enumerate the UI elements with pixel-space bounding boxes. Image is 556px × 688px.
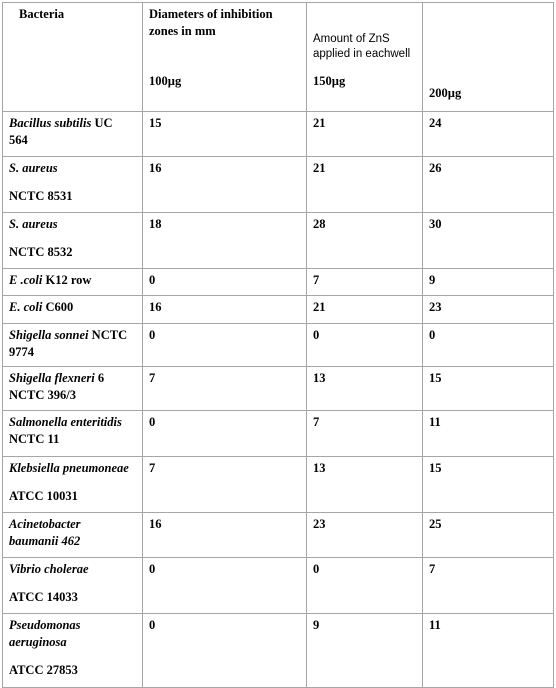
bacteria-name: Bacillus subtilis	[9, 116, 92, 130]
table-row	[3, 112, 554, 157]
value-150: 13	[307, 457, 423, 513]
value-200: 11	[423, 614, 554, 688]
inhibition-zone-table	[2, 2, 554, 688]
bacteria-name: S. aureus	[9, 161, 58, 175]
header-bacteria: Bacteria	[3, 3, 143, 112]
value-200: 30	[423, 213, 554, 269]
bacteria-strain: 6	[94, 371, 105, 385]
bacteria-cell	[3, 269, 143, 296]
value-100: 7	[143, 457, 307, 513]
header-dose-150: 150µg	[313, 74, 346, 88]
value-200: 7	[423, 558, 554, 614]
value-150: 23	[307, 513, 423, 558]
value-150: 28	[307, 213, 423, 269]
table-row	[3, 513, 554, 558]
table-row	[3, 411, 554, 457]
header-dose-100: 100µg	[149, 74, 182, 88]
table-row	[3, 213, 554, 269]
value-100: 16	[143, 513, 307, 558]
bacteria-name: Shigella sonnei	[9, 328, 89, 342]
value-100: 0	[143, 614, 307, 688]
value-200: 9	[423, 269, 554, 296]
table-row	[3, 367, 554, 411]
bacteria-strain-line2: NCTC 11	[9, 432, 60, 446]
header-dose-200-cell	[423, 3, 554, 112]
bacteria-name: E. coli	[9, 300, 43, 314]
bacteria-cell	[3, 367, 143, 411]
bacteria-cell	[3, 513, 143, 558]
header-row	[3, 3, 554, 112]
header-diameters	[143, 3, 307, 112]
value-200: 24	[423, 112, 554, 157]
bacteria-strain: UC	[91, 116, 113, 130]
header-diameters-label: Diameters of inhibition zones in mm	[149, 7, 273, 38]
table-row	[3, 558, 554, 614]
bacteria-strain-line2: ATCC 10031	[9, 489, 78, 503]
value-100: 0	[143, 324, 307, 367]
table-row	[3, 269, 554, 296]
value-100: 15	[143, 112, 307, 157]
bacteria-name: Pseudomonas	[9, 618, 81, 632]
value-200: 15	[423, 367, 554, 411]
bacteria-cell	[3, 112, 143, 157]
value-150: 21	[307, 296, 423, 324]
value-150: 7	[307, 411, 423, 457]
bacteria-strain: C600	[42, 300, 74, 314]
table-row	[3, 324, 554, 367]
bacteria-strain-line2: ATCC 14033	[9, 590, 78, 604]
header-amount	[307, 3, 423, 112]
value-200: 15	[423, 457, 554, 513]
table-row	[3, 296, 554, 324]
value-200: 11	[423, 411, 554, 457]
bacteria-strain: K12 row	[42, 273, 92, 287]
table-row	[3, 157, 554, 213]
value-150: 21	[307, 157, 423, 213]
value-100: 0	[143, 269, 307, 296]
value-100: 16	[143, 157, 307, 213]
bacteria-cell	[3, 296, 143, 324]
table-row	[3, 614, 554, 688]
bacteria-cell	[3, 558, 143, 614]
value-200: 0	[423, 324, 554, 367]
value-100: 7	[143, 367, 307, 411]
bacteria-strain-line2: baumanii 462	[9, 534, 81, 548]
bacteria-cell	[3, 457, 143, 513]
bacteria-strain-line2: NCTC 8532	[9, 245, 73, 259]
bacteria-name: Vibrio cholerae	[9, 562, 89, 576]
bacteria-strain-line2: NCTC 8531	[9, 189, 73, 203]
bacteria-strain-line2: 9774	[9, 345, 34, 359]
value-150: 0	[307, 324, 423, 367]
bacteria-cell	[3, 614, 143, 688]
bacteria-cell	[3, 157, 143, 213]
value-150: 9	[307, 614, 423, 688]
bacteria-name: Klebsiella pneumoneae	[9, 461, 129, 475]
bacteria-strain: NCTC	[88, 328, 128, 342]
bacteria-name: S. aureus	[9, 217, 58, 231]
bacteria-name: Acinetobacter	[9, 517, 81, 531]
bacteria-strain-line2: 564	[9, 133, 28, 147]
header-amount-label: Amount of ZnS applied in eachwell	[313, 33, 411, 60]
table-row	[3, 457, 554, 513]
header-dose-200: 200µg	[429, 86, 462, 100]
bacteria-strain-line3: ATCC 27853	[9, 663, 78, 677]
bacteria-name: Shigella flexneri	[9, 371, 95, 385]
value-200: 26	[423, 157, 554, 213]
bacteria-name: E .coli	[9, 273, 43, 287]
value-100: 18	[143, 213, 307, 269]
bacteria-strain-line2: NCTC 396/3	[9, 388, 77, 402]
value-150: 13	[307, 367, 423, 411]
value-200: 23	[423, 296, 554, 324]
bacteria-name: Salmonella enteritidis	[9, 415, 122, 429]
bacteria-cell	[3, 411, 143, 457]
value-100: 16	[143, 296, 307, 324]
value-200: 25	[423, 513, 554, 558]
value-100: 0	[143, 558, 307, 614]
value-150: 21	[307, 112, 423, 157]
value-150: 0	[307, 558, 423, 614]
bacteria-strain-line2: aeruginosa	[9, 635, 67, 649]
value-100: 0	[143, 411, 307, 457]
bacteria-cell	[3, 213, 143, 269]
bacteria-cell	[3, 324, 143, 367]
value-150: 7	[307, 269, 423, 296]
